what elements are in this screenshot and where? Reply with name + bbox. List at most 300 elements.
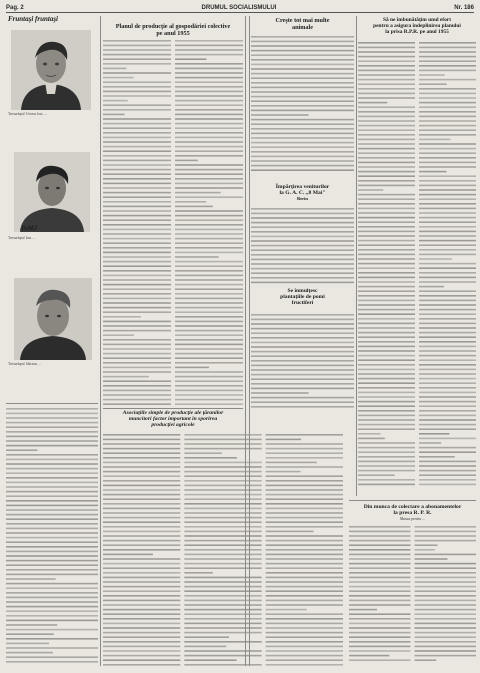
text-line: [251, 110, 354, 112]
text-line: [103, 187, 171, 189]
text-line: [6, 454, 98, 456]
text-line: [358, 405, 415, 407]
text-line: [251, 401, 354, 403]
text-line: [419, 70, 476, 72]
section-rule: [103, 408, 243, 409]
text-line: [419, 180, 476, 182]
text-line: [358, 148, 415, 150]
text-line: [415, 600, 477, 602]
text-line: [415, 646, 477, 648]
article-title: Planul de producţie al gospodăriei colective pe anul 1955: [115, 23, 231, 37]
text-line: [251, 231, 354, 233]
text-line: [266, 540, 343, 542]
text-line: [184, 659, 236, 661]
text-line: [419, 327, 476, 329]
text-line: [103, 256, 171, 258]
text-line: [358, 106, 415, 108]
text-line: [103, 595, 180, 597]
text-line: [419, 111, 476, 113]
text-line: [103, 210, 171, 212]
text-line: [251, 263, 354, 265]
text-line: [358, 235, 415, 237]
text-line: [358, 139, 415, 141]
text-line: [419, 143, 476, 145]
text-line: [358, 309, 415, 311]
text-line: [184, 581, 261, 583]
text-line: [251, 123, 354, 125]
text-line: [419, 106, 476, 108]
text-line: [251, 319, 354, 321]
text-line: [358, 461, 415, 463]
text-line: [175, 311, 243, 313]
text-line: [419, 162, 476, 164]
text-line: [419, 369, 476, 371]
text-line: [103, 293, 171, 295]
text-line: [415, 655, 477, 657]
text-line: [184, 457, 237, 459]
text-line: [349, 572, 411, 574]
text-line: [349, 613, 411, 615]
text-line: [184, 586, 261, 588]
text-line: [6, 615, 98, 617]
text-line: [103, 563, 180, 565]
text-line: [103, 517, 180, 519]
text-line: [103, 485, 180, 487]
text-line: [251, 277, 354, 279]
text-line: [103, 169, 171, 171]
text-line: [419, 249, 476, 251]
text-line: [266, 655, 343, 657]
text-line: [103, 394, 171, 396]
text-line: [175, 72, 243, 74]
text-line: [358, 378, 415, 380]
text-line: [184, 636, 229, 638]
text-line: [251, 208, 354, 210]
portraits-column: [6, 16, 98, 401]
text-line: [419, 465, 476, 467]
text-line: [6, 509, 98, 511]
text-line: [175, 344, 243, 346]
text-lines: [251, 312, 354, 412]
text-line: [175, 196, 243, 198]
text-line: [184, 485, 261, 487]
text-line: [6, 426, 98, 428]
text-line: [419, 171, 447, 173]
text-line: [266, 572, 343, 574]
text-line: [103, 385, 171, 387]
text-line: [251, 156, 354, 158]
text-line: [419, 304, 476, 306]
text-line: [251, 351, 354, 353]
text-line: [415, 549, 436, 551]
text-line: [266, 600, 343, 602]
animals-article: [251, 16, 354, 416]
text-line: [184, 494, 261, 496]
text-line: [175, 123, 243, 125]
text-line: [266, 434, 343, 436]
text-line: [358, 382, 415, 384]
text-line: [103, 330, 171, 332]
text-line: [103, 590, 180, 592]
text-line: [103, 371, 171, 373]
text-line: [358, 42, 415, 44]
text-line: [184, 563, 261, 565]
text-line: [251, 236, 354, 238]
text-line: [103, 362, 171, 364]
text-line: [6, 445, 98, 447]
text-line: [419, 203, 476, 205]
text-line: [184, 558, 261, 560]
text-line: [103, 284, 171, 286]
text-line: [103, 380, 171, 382]
text-line: [103, 137, 171, 139]
text-line: [266, 489, 343, 491]
text-line: [184, 600, 261, 602]
text-line: [103, 114, 124, 116]
text-line: [419, 120, 476, 122]
text-line: [419, 198, 476, 200]
text-line: [6, 422, 98, 424]
text-line: [175, 279, 243, 281]
text-line: [103, 544, 180, 546]
text-line: [419, 208, 476, 210]
text-line: [266, 531, 314, 533]
text-line: [358, 240, 415, 242]
text-line: [184, 627, 261, 629]
text-line: [358, 221, 415, 223]
text-line: [251, 100, 354, 102]
text-line: [6, 495, 98, 497]
text-line: [419, 438, 476, 440]
text-line: [349, 549, 411, 551]
text-line: [419, 47, 476, 49]
text-line: [266, 517, 343, 519]
newspaper-title: DRUMUL SOCIALISMULUI: [201, 4, 277, 11]
text-line: [419, 244, 476, 246]
text-line: [103, 443, 180, 445]
text-line: [358, 74, 415, 76]
text-line: [266, 623, 343, 625]
text-line: [6, 459, 98, 461]
text-line: [415, 544, 438, 546]
text-line: [103, 567, 180, 569]
text-line: [266, 563, 343, 565]
text-line: [349, 540, 411, 542]
text-line: [266, 627, 343, 629]
text-line: [419, 479, 476, 481]
text-line: [358, 442, 415, 444]
text-line: [251, 240, 354, 242]
text-line: [103, 219, 171, 221]
text-line: [358, 341, 415, 343]
text-line: [419, 129, 476, 131]
article-title: Se înmulţesc plantaţiile de pomi fructiferi: [280, 288, 325, 307]
text-line: [103, 91, 171, 93]
text-line: [358, 152, 415, 154]
text-line: [103, 54, 171, 56]
text-line: [358, 387, 415, 389]
text-line: [358, 79, 415, 81]
text-line: [6, 491, 98, 493]
text-line: [103, 489, 180, 491]
text-line: [103, 63, 171, 65]
text-line: [358, 465, 415, 467]
text-line: [175, 224, 243, 226]
text-line: [184, 595, 261, 597]
text-line: [358, 102, 387, 104]
text-line: [6, 472, 98, 474]
text-line: [184, 544, 261, 546]
text-line: [415, 632, 477, 634]
text-line: [419, 212, 476, 214]
text-line: [103, 132, 171, 134]
text-line: [175, 127, 243, 129]
text-line: [415, 572, 477, 574]
text-line: [184, 549, 261, 551]
text-line: [358, 226, 415, 228]
text-line: [358, 254, 415, 256]
text-line: [6, 468, 98, 470]
text-line: [175, 403, 243, 405]
text-line: [175, 399, 243, 401]
text-line: [419, 175, 476, 177]
text-line: [266, 475, 343, 477]
text-line: [419, 267, 476, 269]
text-line: [419, 240, 476, 242]
text-line: [358, 419, 415, 421]
text-line: [175, 390, 243, 392]
text-line: [103, 466, 180, 468]
text-line: [358, 355, 415, 357]
text-line: [251, 397, 354, 399]
text-line: [419, 442, 441, 444]
text-line: [358, 428, 415, 430]
text-line: [419, 424, 476, 426]
text-line: [266, 535, 343, 537]
text-line: [184, 567, 261, 569]
text-line: [349, 535, 411, 537]
text-line: [103, 77, 134, 79]
text-line: [358, 143, 415, 145]
text-line: [103, 439, 180, 441]
text-line: [419, 300, 476, 302]
text-line: [175, 169, 243, 171]
text-line: [419, 277, 476, 279]
text-line: [175, 284, 243, 286]
text-line: [349, 604, 411, 606]
text-line: [103, 127, 171, 129]
text-line: [251, 249, 354, 251]
text-line: [419, 226, 476, 228]
text-line: [6, 624, 57, 626]
text-line: [251, 383, 354, 385]
text-line: [251, 105, 354, 107]
text-line: [251, 374, 354, 376]
text-line: [419, 263, 476, 265]
text-line: [419, 235, 476, 237]
text-line: [175, 385, 243, 387]
text-line: [358, 60, 415, 62]
text-line: [6, 647, 98, 649]
text-line: [103, 357, 171, 359]
plan-article: [103, 16, 243, 406]
text-line: [419, 350, 476, 352]
text-line: [175, 192, 221, 194]
text-line: [103, 238, 171, 240]
text-line: [266, 494, 343, 496]
text-line: [184, 590, 261, 592]
text-line: [349, 581, 411, 583]
text-line: [103, 334, 134, 336]
text-line: [419, 336, 476, 338]
text-line: [358, 125, 415, 127]
text-line: [184, 480, 261, 482]
text-line: [349, 567, 411, 569]
text-line: [266, 577, 343, 579]
text-line: [358, 244, 415, 246]
text-line: [251, 342, 354, 344]
text-line: [415, 554, 477, 556]
text-line: [103, 403, 171, 405]
portrait-photo-2: [14, 152, 90, 232]
text-line: [251, 41, 354, 43]
text-line: [175, 339, 243, 341]
text-line: [419, 396, 476, 398]
text-line: [358, 217, 415, 219]
text-line: [175, 334, 243, 336]
text-line: [358, 129, 415, 131]
text-line: [103, 316, 141, 318]
text-line: [175, 238, 243, 240]
text-line: [415, 581, 477, 583]
text-line: [6, 440, 98, 442]
text-line: [419, 295, 476, 297]
text-line: [6, 463, 98, 465]
text-line: [358, 175, 415, 177]
text-line: [175, 348, 243, 350]
text-line: [184, 572, 212, 574]
text-line: [251, 128, 354, 130]
text-line: [251, 259, 354, 261]
text-line: [251, 346, 354, 348]
text-line: [175, 367, 209, 369]
text-line: [266, 457, 343, 459]
text-line: [358, 258, 415, 260]
text-line: [103, 261, 171, 263]
text-line: [415, 535, 477, 537]
text-lines: [103, 38, 243, 406]
text-line: [175, 109, 243, 111]
text-line: [415, 563, 477, 565]
text-lines: [251, 206, 354, 286]
text-line: [349, 595, 411, 597]
text-line: [6, 656, 98, 658]
article-title: Asociaţiile simple de producţie ale ţăranilor muncitori factor important în sporirea producţiei agricole: [122, 410, 224, 429]
text-line: [184, 471, 261, 473]
text-line: [419, 318, 476, 320]
text-line: [103, 572, 180, 574]
text-line: [266, 471, 301, 473]
text-line: [415, 558, 448, 560]
text-line: [419, 60, 476, 62]
text-line: [251, 369, 354, 371]
text-line: [266, 632, 343, 634]
text-line: [419, 254, 476, 256]
text-line: [419, 470, 476, 472]
text-line: [251, 87, 354, 89]
text-line: [415, 586, 477, 588]
text-line: [358, 189, 383, 191]
text-line: [175, 155, 243, 157]
text-line: [266, 498, 343, 500]
text-line: [175, 270, 243, 272]
text-line: [175, 100, 243, 102]
text-line: [103, 558, 180, 560]
text-line: [175, 252, 243, 254]
text-line: [358, 93, 415, 95]
text-line: [415, 618, 477, 620]
text-line: [419, 286, 444, 288]
text-line: [358, 295, 415, 297]
text-line: [103, 68, 126, 70]
text-line: [103, 457, 180, 459]
text-line: [419, 447, 476, 449]
text-line: [6, 449, 37, 451]
text-line: [103, 275, 171, 277]
text-line: [6, 606, 98, 608]
article-title: Creşte tot mai multe animale: [275, 17, 330, 31]
text-line: [103, 150, 171, 152]
text-line: [175, 298, 243, 300]
text-line: [103, 325, 171, 327]
text-line: [358, 313, 415, 315]
text-line: [6, 477, 98, 479]
text-line: [251, 142, 354, 144]
text-line: [175, 178, 243, 180]
text-line: [358, 424, 415, 426]
column-rule: [100, 16, 101, 666]
text-line: [415, 650, 477, 652]
text-line: [419, 281, 476, 283]
text-line: [175, 321, 243, 323]
text-line: [358, 323, 415, 325]
text-line: [175, 293, 243, 295]
text-line: [103, 173, 171, 175]
text-line: [175, 275, 243, 277]
text-line: [184, 623, 261, 625]
text-line: [358, 97, 415, 99]
text-line: [184, 535, 261, 537]
text-line: [103, 641, 180, 643]
text-line: [358, 281, 415, 283]
text-line: [419, 65, 476, 67]
text-line: [251, 36, 354, 38]
text-line: [266, 452, 343, 454]
text-line: [175, 394, 243, 396]
text-line: [419, 221, 476, 223]
text-line: [251, 73, 354, 75]
text-line: [103, 141, 171, 143]
text-line: [349, 641, 411, 643]
text-line: [358, 470, 415, 472]
text-line: [103, 302, 171, 304]
text-line: [358, 327, 415, 329]
text-line: [175, 104, 243, 106]
text-line: [103, 104, 171, 106]
text-line: [266, 586, 343, 588]
text-line: [103, 549, 180, 551]
text-line: [175, 146, 243, 148]
